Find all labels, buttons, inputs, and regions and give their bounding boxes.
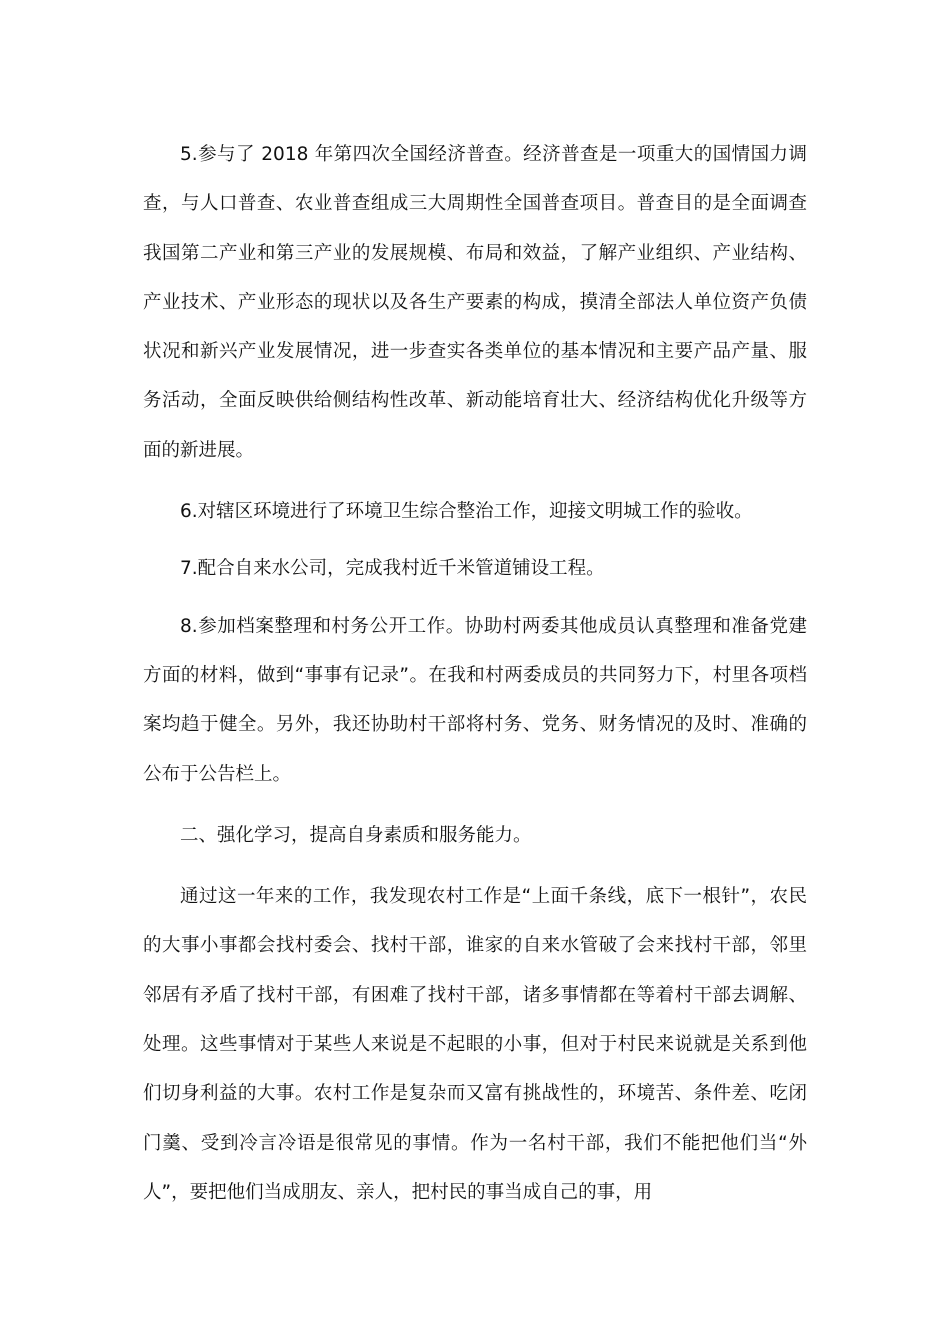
document-page xyxy=(143,130,807,1229)
paragraph-rural-work: 通过这一年来的工作，我发现农村工作是“上面千条线，底下一根针”，农民的大事小事都会找村委会、找村干部，谁家的自来水管破了会来找村干部，邻里邻居有矛盾了找村干部，有困难了找村干部，诸多事情都在等着村干部去调解、处理。这些事情对于某些人来说是不起眼的小事，但对于村民来说就是关系到他们切身利益的大事。农村工作是复杂而又富有挑战性的，环境苦、条件差、吃闭门羹、受到冷言冷语是很常见的事情。作为一名村干部，我们不能把他们当“外人”，要把他们当成朋友、亲人，把村民的事当成自己的事，用 xyxy=(143,886,807,1203)
paragraph-environment: 6.对辖区环境进行了环境卫生综合整治工作，迎接文明城工作的验收。 xyxy=(180,501,753,523)
section-heading-study: 二、强化学习，提高自身素质和服务能力。 xyxy=(180,824,532,846)
paragraph-archives: 8.参加档案整理和村务公开工作。协助村两委其他成员认真整理和准备党建方面的材料，做到“事事有记录”。在我和村两委成员的共同努力下，村里各项档案均趋于健全。另外，我还协助村干部将村务、党务、财务情况的及时、准确的公布于公告栏上。 xyxy=(143,615,807,785)
paragraph-water-pipe: 7.配合自来水公司，完成我村近千米管道铺设工程。 xyxy=(180,558,605,580)
paragraph-economic-census: 5.参与了 2018 年第四次全国经济普查。经济普查是一项重大的国情国力调查，与人口普查、农业普查组成三大周期性全国普查项目。普查目的是全面调查我国第二产业和第三产业的发展规模、布局和效益，了解产业组织、产业结构、产业技术、产业形态的现状以及各生产要素的构成，摸清全部法人单位资产负债状况和新兴产业发展情况，进一步查实各类单位的基本情况和主要产品产量、服务活动，全面反映供给侧结构性改革、新动能培育壮大、经济结构优化升级等方面的新进展。 xyxy=(143,144,807,461)
